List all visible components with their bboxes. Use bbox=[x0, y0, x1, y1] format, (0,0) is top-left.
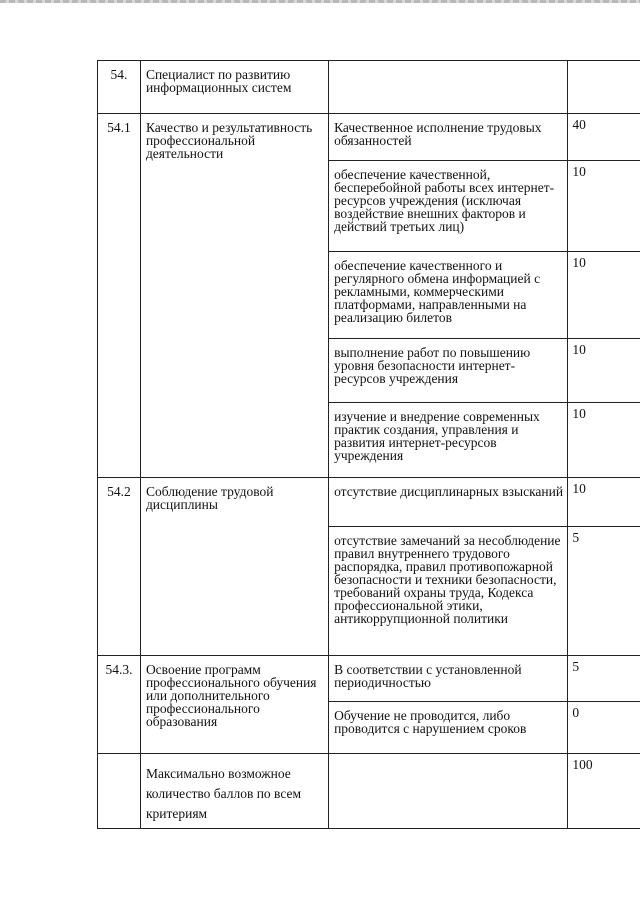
points-value: 0 bbox=[572, 705, 580, 720]
criterion-cell bbox=[329, 252, 568, 339]
table-row bbox=[98, 114, 640, 161]
points-cell bbox=[568, 527, 640, 656]
row-number-cell bbox=[98, 114, 141, 478]
criterion-cell bbox=[329, 339, 568, 403]
points-value: 40 bbox=[572, 117, 586, 132]
row-number-cell bbox=[98, 61, 141, 114]
criterion-cell bbox=[329, 403, 568, 478]
points-cell bbox=[568, 61, 640, 114]
criterion-cell bbox=[329, 754, 568, 829]
row-number-cell bbox=[98, 754, 141, 829]
row-number: 54.3. bbox=[105, 662, 133, 677]
points-value: 10 bbox=[572, 164, 586, 179]
points-cell bbox=[568, 702, 640, 754]
table-row bbox=[98, 478, 640, 527]
scan-top-edge bbox=[0, 0, 640, 3]
criterion-cell bbox=[329, 61, 568, 114]
table-row bbox=[98, 61, 640, 114]
points-value: 10 bbox=[572, 406, 586, 421]
criterion-cell bbox=[329, 656, 568, 702]
indicator-name: Соблюдение трудовой дисциплины bbox=[145, 484, 274, 512]
total-points-value: 100 bbox=[572, 757, 593, 772]
points-cell bbox=[568, 252, 640, 339]
points-cell bbox=[568, 403, 640, 478]
points-value: 10 bbox=[572, 342, 586, 357]
table-row bbox=[98, 754, 640, 829]
points-value: 10 bbox=[572, 255, 586, 270]
criterion-cell bbox=[329, 702, 568, 754]
criterion-text: отсутствие замечаний за несоблюдение правил внутреннего трудового распорядка, правил противопожарной безопасности и техники безопасности, требований охраны труда, Кодекса профессиональной этики, антикоррупционной политики bbox=[334, 533, 561, 626]
criterion-text bbox=[329, 754, 567, 766]
row-number-cell bbox=[98, 478, 141, 656]
points-cell bbox=[568, 754, 640, 829]
indicator-name: Качество и результативность профессиональной деятельности bbox=[145, 120, 313, 161]
criterion-text: В соответствии с установленной периодичностью bbox=[334, 662, 522, 690]
table-row bbox=[98, 656, 640, 702]
row-number bbox=[98, 754, 140, 761]
indicator-name: Освоение программ профессионального обучения или дополнительного профессионального образования bbox=[145, 662, 317, 729]
total-label: Максимально возможное количество баллов по всем критериям bbox=[145, 766, 302, 821]
criterion-text: обеспечение качественной, бесперебойной работы всех интернет-ресурсов учреждения (исключая воздействие внешних факторов и действий третьих лиц) bbox=[334, 167, 555, 234]
row-number: 54.1 bbox=[107, 120, 131, 135]
criterion-cell bbox=[329, 478, 568, 527]
criterion-text: изучение и внедрение современных практик создания, управления и развития интернет-ресурсов учреждения bbox=[334, 409, 540, 463]
indicator-name-cell bbox=[140, 656, 328, 754]
criterion-text: обеспечение качественного и регулярного обмена информацией с рекламными, коммерческими платформами, направленными на реализацию билетов bbox=[334, 258, 541, 325]
points-cell bbox=[568, 161, 640, 252]
criterion-cell bbox=[329, 114, 568, 161]
criterion-cell bbox=[329, 161, 568, 252]
points-value: 10 bbox=[572, 481, 586, 496]
points-cell bbox=[568, 114, 640, 161]
row-number: 54.2 bbox=[107, 484, 131, 499]
indicator-name-cell bbox=[140, 478, 328, 656]
criterion-text: Качественное исполнение трудовых обязанностей bbox=[334, 120, 542, 148]
points-value: 5 bbox=[572, 659, 580, 674]
points-value bbox=[568, 61, 640, 65]
row-number: 54. bbox=[110, 67, 128, 82]
points-cell bbox=[568, 656, 640, 702]
criterion-cell bbox=[329, 527, 568, 656]
criterion-text: выполнение работ по повышению уровня безопасности интернет-ресурсов учреждения bbox=[334, 345, 531, 386]
criterion-text: Обучение не проводится, либо проводится с нарушением сроков bbox=[334, 708, 527, 736]
criterion-text: отсутствие дисциплинарных взысканий bbox=[334, 484, 564, 499]
total-label-cell bbox=[140, 754, 328, 829]
criterion-text bbox=[329, 61, 567, 73]
criteria-table bbox=[97, 60, 640, 829]
points-cell bbox=[568, 339, 640, 403]
points-cell bbox=[568, 478, 640, 527]
row-number-cell bbox=[98, 656, 141, 754]
points-value: 5 bbox=[572, 530, 580, 545]
indicator-name-cell bbox=[140, 114, 328, 478]
position-name: Специалист по развитию информационных систем bbox=[145, 67, 292, 95]
position-name-cell bbox=[140, 61, 328, 114]
